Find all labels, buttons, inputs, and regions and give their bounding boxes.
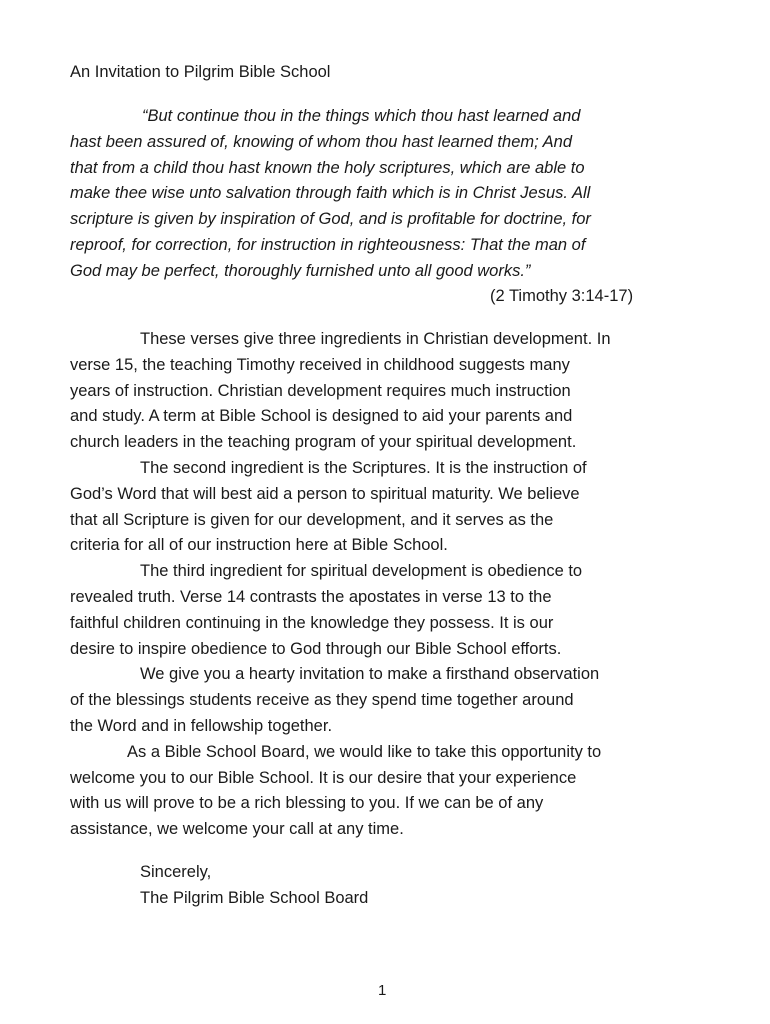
paragraph-line: The third ingredient for spiritual development is obedience to — [140, 562, 583, 581]
quote-line: God may be perfect, thoroughly furnished unto all good works.” — [70, 261, 531, 280]
signature: The Pilgrim Bible School Board — [140, 888, 369, 907]
document-title: An Invitation to Pilgrim Bible School — [70, 63, 331, 81]
paragraph-line: with us will prove to be a rich blessing to you. If we can be of any — [70, 794, 544, 813]
scripture-citation: (2 Timothy 3:14-17) — [490, 287, 634, 305]
quote-line: scripture is given by inspiration of God, and is profitable for doctrine, for — [70, 210, 591, 229]
paragraph-line: years of instruction. Christian development requires much instruction — [70, 381, 571, 400]
body-text — [70, 327, 710, 843]
paragraph-line: God’s Word that will best aid a person to spiritual maturity. We believe — [70, 484, 580, 503]
paragraph-line: We give you a hearty invitation to make a firsthand observation — [140, 665, 600, 684]
scripture-quote — [70, 104, 696, 285]
paragraph-line: criteria for all of our instruction here at Bible School. — [70, 536, 448, 555]
quote-line: reproof, for correction, for instruction in righteousness: That the man of — [70, 235, 586, 254]
paragraph-line: of the blessings students receive as they spend time together around — [70, 691, 574, 710]
quote-line: that from a child thou hast known the holy scriptures, which are able to — [70, 158, 585, 177]
paragraph-line: assistance, we welcome your call at any time. — [70, 820, 404, 839]
paragraph-line: the Word and in fellowship together. — [70, 716, 333, 735]
paragraph-line: revealed truth. Verse 14 contrasts the apostates in verse 13 to the — [70, 587, 552, 606]
paragraph-line: verse 15, the teaching Timothy received in childhood suggests many — [70, 355, 570, 374]
paragraph-line: and study. A term at Bible School is designed to aid your parents and — [70, 407, 573, 426]
page-number: 1 — [378, 982, 387, 999]
paragraph-line: church leaders in the teaching program of your spiritual development. — [70, 433, 577, 452]
quote-line: “But continue thou in the things which thou hast learned and — [142, 107, 581, 125]
paragraph-line: faithful children continuing in the knowledge they possess. It is our — [70, 613, 554, 632]
paragraph-line: desire to inspire obedience to God through our Bible School efforts. — [70, 639, 562, 658]
paragraph-line: The second ingredient is the Scriptures. It is the instruction of — [140, 458, 587, 477]
paragraph-line: These verses give three ingredients in Christian development. In — [140, 330, 611, 348]
closing: Sincerely, — [140, 863, 212, 881]
quote-line: hast been assured of, knowing of whom thou hast learned them; And — [70, 132, 573, 151]
signature-block — [140, 860, 368, 912]
paragraph-line: As a Bible School Board, we would like to take this opportunity to — [127, 742, 602, 761]
paragraph-line: that all Scripture is given for our development, and it serves as the — [70, 510, 554, 529]
quote-line: make thee wise unto salvation through faith which is in Christ Jesus. All — [70, 184, 591, 203]
paragraph-line: welcome you to our Bible School. It is our desire that your experience — [70, 768, 577, 787]
